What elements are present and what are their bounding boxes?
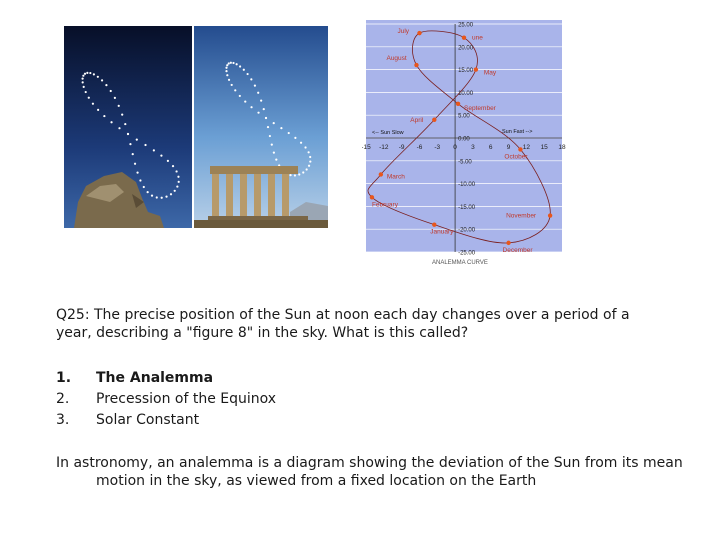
y-tick-label: -10.00 [458, 182, 476, 189]
point-label-february: February [371, 201, 398, 209]
x-tick-label: 15 [540, 144, 548, 151]
photo-analemma-rock [64, 26, 192, 228]
sun-dot [228, 79, 230, 81]
sun-dot [147, 191, 149, 193]
sun-dot [236, 63, 238, 65]
x-tick-label: 3 [471, 144, 475, 151]
sun-dot [136, 172, 138, 174]
sun-dot [139, 179, 141, 181]
point-november [548, 213, 552, 217]
sun-dot [82, 81, 84, 83]
y-tick-label: -15.00 [458, 204, 476, 211]
sun-dot [244, 100, 246, 102]
point-march [379, 172, 383, 176]
point-label-may: May [483, 69, 497, 77]
direction-left-label: <-- Sun Slow [372, 130, 404, 136]
sun-dot [167, 160, 169, 162]
point-label-november: November [506, 212, 537, 220]
point-label-december: December [502, 246, 533, 254]
point-label-august: August [386, 55, 407, 63]
sun-dot [308, 151, 310, 153]
option-2[interactable] [56, 389, 656, 410]
sun-dot [294, 174, 296, 176]
sun-dot [289, 174, 291, 176]
sun-dot [178, 181, 180, 183]
y-tick-label: 20.00 [458, 45, 474, 52]
sun-dot [93, 73, 95, 75]
point-october [518, 147, 522, 151]
point-label-january: January [430, 228, 454, 236]
sun-dot [81, 77, 83, 79]
sun-dot [175, 170, 177, 172]
sun-dot [114, 97, 116, 99]
sun-dot [129, 143, 131, 145]
x-tick-label: 9 [506, 144, 511, 151]
option-3[interactable] [56, 410, 656, 431]
sun-dot [156, 196, 158, 198]
sun-dot [176, 185, 178, 187]
sun-dot [260, 100, 262, 102]
x-tick-label: 12 [522, 144, 530, 151]
x-tick-label: 18 [558, 144, 566, 151]
sun-dot [160, 154, 162, 156]
y-tick-label: -20.00 [458, 227, 476, 234]
x-tick-label: -3 [434, 144, 441, 151]
sun-dot [228, 62, 230, 64]
sun-dot [225, 70, 227, 72]
sun-dot [118, 127, 120, 129]
sun-dot [172, 165, 174, 167]
point-january [432, 222, 436, 226]
point-une [462, 35, 466, 39]
answer-options [56, 368, 656, 431]
point-label-une: une [472, 34, 483, 42]
sun-dot [136, 138, 138, 140]
option-text: Precession of the Equinox [96, 391, 277, 407]
point-label-july: July [397, 28, 410, 36]
sun-dot [121, 114, 123, 116]
point-may [474, 67, 478, 71]
y-tick-label: 10.00 [458, 90, 474, 97]
sun-dot [97, 109, 99, 111]
sun-dot [273, 122, 275, 124]
sun-dot [232, 62, 234, 64]
sun-dot [134, 163, 136, 165]
point-december [506, 241, 510, 245]
sun-dot [226, 64, 228, 66]
sun-dot [254, 85, 256, 87]
point-july [417, 31, 421, 35]
point-label-september: September [464, 104, 496, 112]
sun-dot [153, 149, 155, 151]
sun-dot [132, 153, 134, 155]
sun-dot [225, 67, 227, 69]
sun-dot [110, 121, 112, 123]
sun-dot [105, 84, 107, 86]
sun-dot [101, 79, 103, 81]
y-tick-label: -25.00 [458, 250, 476, 257]
sun-dot [257, 92, 259, 94]
sun-dot [143, 186, 145, 188]
sun-dot [273, 151, 275, 153]
sun-dot [234, 89, 236, 91]
x-tick-label: -12 [379, 144, 389, 151]
sun-dot [250, 106, 252, 108]
sun-dot [275, 159, 277, 161]
point-label-march: March [386, 173, 405, 181]
sun-dot [243, 69, 245, 71]
direction-right-label: Sun Fast --> [502, 129, 533, 135]
sun-dot [118, 105, 120, 107]
option-number: 1. [56, 370, 72, 386]
sun-dot [306, 168, 308, 170]
option-1[interactable] [56, 368, 656, 389]
sun-dot [83, 86, 85, 88]
option-number: 2. [56, 391, 70, 407]
sun-dot [239, 95, 241, 97]
sun-dot [231, 84, 233, 86]
sun-dot [300, 142, 302, 144]
sun-dot [302, 171, 304, 173]
sun-dot [89, 72, 91, 74]
x-tick-label: -15 [362, 144, 371, 151]
point-september [456, 102, 460, 106]
sun-dot [309, 156, 311, 158]
sun-dot [92, 103, 94, 105]
option-number: 3. [56, 412, 70, 428]
point-label-april: April [410, 116, 424, 124]
y-tick-label: 25.00 [458, 22, 474, 29]
sun-dot [298, 173, 300, 175]
point-label-october: October [504, 153, 528, 161]
sun-dot [124, 123, 126, 125]
sun-dot [309, 160, 311, 162]
sun-dot [267, 126, 269, 128]
sun-dot [269, 135, 271, 137]
sun-dot [97, 76, 99, 78]
sun-dot [86, 72, 88, 74]
explanation-text: In astronomy, an analemma is a diagram showing the deviation of the Sun from its mean motion in the sky, as viewed from a fixed location on the Earth [56, 455, 683, 489]
sun-dot [257, 112, 259, 114]
option-text: The Analemma [96, 370, 214, 386]
y-tick-label: 0.00 [458, 136, 470, 143]
sun-dot [151, 195, 153, 197]
analemma-chart [362, 20, 566, 268]
sun-dot [294, 137, 296, 139]
sun-dot [263, 108, 265, 110]
sun-dot [246, 73, 248, 75]
point-april [432, 118, 436, 122]
sun-dot [85, 91, 87, 93]
x-tick-label: -9 [398, 144, 405, 151]
sun-dot [161, 197, 163, 199]
chart-title: ANALEMMA CURVE [432, 260, 488, 266]
option-text: Solar Constant [96, 412, 200, 428]
point-august [414, 63, 418, 67]
sun-dot [174, 190, 176, 192]
photo-analemma-temple [194, 26, 328, 228]
x-tick-label: 6 [488, 144, 493, 151]
sun-dot [82, 75, 84, 77]
sun-dot [304, 146, 306, 148]
sun-dot [144, 144, 146, 146]
question-text: Q25: The precise position of the Sun at noon each day changes over a period of a year, describing a "figure 8" in the sky. What is this called? [56, 307, 630, 341]
sun-dot [177, 176, 179, 178]
sun-dot [103, 115, 105, 117]
sun-dot [84, 73, 86, 75]
y-tick-label: 5.00 [458, 113, 470, 120]
sun-dot [280, 127, 282, 129]
sun-dot [308, 165, 310, 167]
sun-dot [226, 74, 228, 76]
x-tick-label: -6 [416, 144, 423, 151]
point-february [370, 195, 374, 199]
sun-dot [88, 97, 90, 99]
sun-dot [239, 65, 241, 67]
sun-dot [170, 193, 172, 195]
y-tick-label: 15.00 [458, 68, 474, 75]
sun-dot [265, 117, 267, 119]
sun-dot [165, 196, 167, 198]
sun-dot [230, 62, 232, 64]
y-tick-label: -5.00 [458, 159, 472, 166]
sun-dot [127, 133, 129, 135]
sun-dot [110, 90, 112, 92]
sun-dot [250, 78, 252, 80]
sun-dot [271, 144, 273, 146]
x-tick-label: 0 [453, 144, 457, 151]
sun-dot [288, 132, 290, 134]
